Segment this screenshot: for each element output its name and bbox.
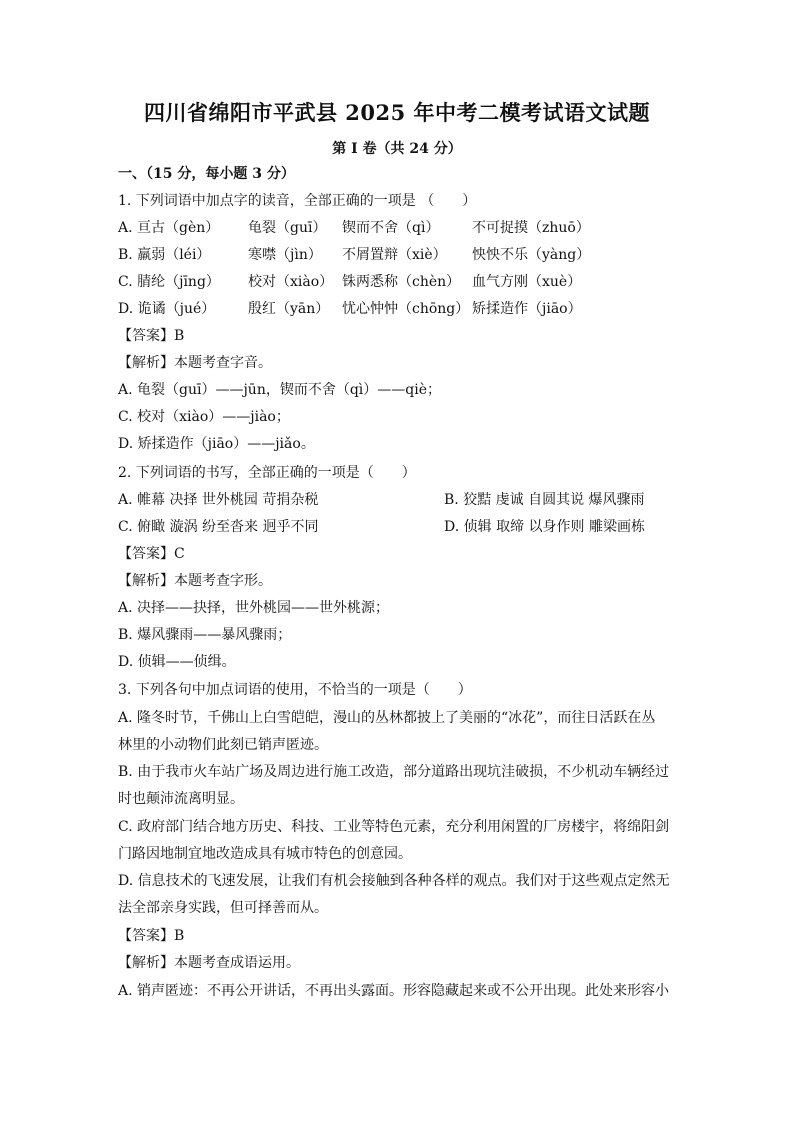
question-1-answer: 【答案】B bbox=[118, 328, 185, 344]
q1-option-a-4: 不可捉摸（zhuō） bbox=[472, 220, 590, 236]
question-2-analysis: 【解析】本题考查字形。 bbox=[118, 573, 272, 589]
q1-option-d-2: 殷红（yān） bbox=[248, 301, 330, 317]
q3-option-line: 时也颠沛流离明显。 bbox=[118, 791, 244, 807]
q2-option-d: D. 侦辑 取缔 以身作则 雕梁画栋 bbox=[444, 519, 645, 535]
section-heading: 一、（15 分，每小题 3 分） bbox=[118, 166, 295, 182]
q2-option-a: A. 帷幕 决择 世外桃园 苛捐杂税 bbox=[118, 492, 319, 508]
page-subtitle: 第 I 卷（共 24 分） bbox=[332, 141, 462, 157]
question-2-stem: 2. 下列词语的书写，全部正确的一项是（ ） bbox=[118, 465, 416, 481]
question-3-note: A. 销声匿迹：不再公开讲话，不再出头露面。形容隐藏起来或不公开出现。此处来形容小 bbox=[118, 983, 670, 999]
q1-option-c-1: C. 腈纶（jīng） bbox=[118, 274, 220, 290]
q1-option-a-2: 龟裂（guī） bbox=[248, 220, 327, 236]
question-3-analysis: 【解析】本题考查成语运用。 bbox=[118, 955, 300, 971]
question-1-analysis: 【解析】本题考查字音。 bbox=[118, 355, 272, 371]
q3-option-line: B. 由于我市火车站广场及周边进行施工改造，部分道路出现坑洼破损，不少机动车辆经过 bbox=[118, 764, 670, 780]
question-1-note: A. 龟裂（guī）——jūn，锲而不舍（qì）——qiè； bbox=[118, 382, 442, 398]
question-2-note: D. 侦辑——侦缉。 bbox=[118, 654, 236, 670]
q1-option-b-4: 怏怏不乐（yàng） bbox=[472, 247, 591, 263]
question-3-answer: 【答案】B bbox=[118, 928, 185, 944]
q1-option-d-1: D. 诡谲（jué） bbox=[118, 301, 216, 317]
q3-option-line: C. 政府部门结合地方历史、科技、工业等特色元素，充分利用闲置的厂房楼宇，将绵阳剑 bbox=[118, 819, 670, 835]
q1-option-b-2: 寒噤（jìn） bbox=[248, 247, 322, 263]
q1-option-c-3: 铢两悉称（chèn） bbox=[342, 274, 461, 290]
q1-option-c-2: 校对（xiào） bbox=[248, 274, 334, 290]
q3-option-line: D. 信息技术的飞速发展，让我们有机会接触到各种各样的观点。我们对于这些观点定然无 bbox=[118, 873, 670, 889]
q1-option-a-1: A. 亘古（gèn） bbox=[118, 220, 220, 236]
q1-option-a-3: 锲而不舍（qì） bbox=[342, 220, 440, 236]
question-1-stem: 1. 下列词语中加点字的读音，全部正确的一项是 （ ） bbox=[118, 193, 477, 209]
question-2-note: A. 决择——抉择，世外桃园——世外桃源； bbox=[118, 600, 390, 616]
q3-option-line: A. 隆冬时节，千佛山上白雪皑皑，漫山的丛林都披上了美丽的“冰花”，而往日活跃在丛 bbox=[118, 710, 656, 726]
q1-option-d-3: 忧心忡忡（chōng） bbox=[342, 301, 470, 317]
q2-option-c: C. 俯瞰 漩涡 纷至沓来 迥乎不同 bbox=[118, 519, 319, 535]
q1-option-b-1: B. 羸弱（léi） bbox=[118, 247, 211, 263]
question-3-stem: 3. 下列各句中加点词语的使用，不恰当的一项是（ ） bbox=[118, 682, 472, 698]
q2-option-b: B. 狡黠 虔诚 自圆其说 爆风骤雨 bbox=[444, 492, 645, 508]
page-title: 四川省绵阳市平武县 2025 年中考二模考试语文试题 bbox=[143, 100, 651, 125]
question-2-note: B. 爆风骤雨——暴风骤雨； bbox=[118, 627, 292, 643]
q3-option-line: 法全部亲身实践，但可择善而从。 bbox=[118, 900, 328, 916]
q1-option-b-3: 不屑置辩（xiè） bbox=[342, 247, 447, 263]
question-1-note: C. 校对（xiào）——jiào； bbox=[118, 409, 290, 425]
question-2-answer: 【答案】C bbox=[118, 546, 185, 562]
question-1-note: D. 矫揉造作（jiāo）——jiǎo。 bbox=[118, 436, 315, 452]
q3-option-line: 门路因地制宜地改造成具有城市特色的创意园。 bbox=[118, 846, 412, 862]
q1-option-c-4: 血气方刚（xuè） bbox=[472, 274, 582, 290]
q3-option-line: 林里的小动物们此刻已销声匿迹。 bbox=[118, 737, 328, 753]
q1-option-d-4: 矫揉造作（jiāo） bbox=[472, 301, 582, 317]
